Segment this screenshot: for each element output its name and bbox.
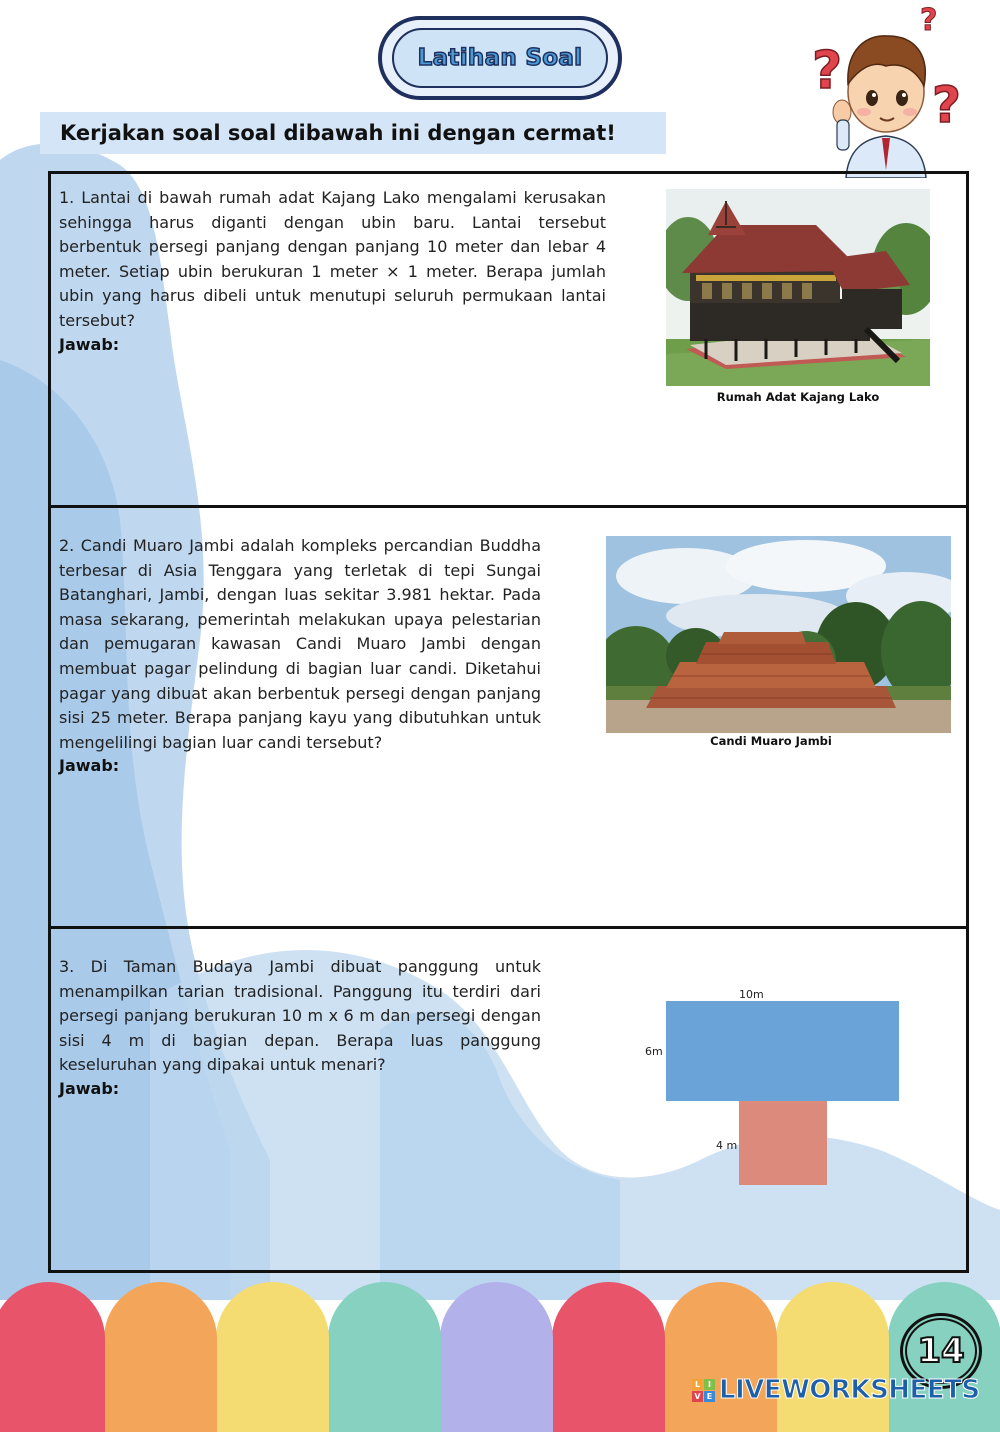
question-1-answer-label: Jawab: <box>59 334 120 354</box>
question-3-text: 3. Di Taman Budaya Jambi dibuat panggung untuk menampilkan tarian tradisional. Panggung itu terdiri dari persegi panjang berukuran 10 m x 6 m dan persegi dengan sisi 4 m di bagian depan. Berapa luas panggung keseluruhan yang dipakai untuk menari? <box>59 957 541 1075</box>
question-2 <box>59 534 541 775</box>
footer-arch <box>328 1282 441 1432</box>
boy-character-icon <box>806 0 976 178</box>
stage-rectangle <box>666 1001 899 1101</box>
candi-muaro-jambi-photo <box>606 536 951 733</box>
footer-arch <box>104 1282 217 1432</box>
question-3 <box>59 955 541 1098</box>
brand-letter-v: V <box>692 1391 703 1402</box>
liveworksheets-blocks-icon <box>692 1379 715 1402</box>
svg-text:?: ? <box>920 3 938 38</box>
instruction-text: Kerjakan soal soal dibawah ini dengan cermat! <box>60 121 616 145</box>
brand-name: LIVEWORKSHEETS <box>719 1375 980 1405</box>
question-2-answer-area[interactable] <box>59 785 541 920</box>
footer-arch <box>440 1282 553 1432</box>
square-side-label: 4 m <box>716 1139 738 1152</box>
footer-arch <box>552 1282 665 1432</box>
footer-arch <box>216 1282 329 1432</box>
question-1-text: 1. Lantai di bawah rumah adat Kajang Lako mengalami kerusakan sehingga harus diganti dengan ubin baru. Lantai tersebut berbentuk persegi panjang dengan panjang 10 meter dan lebar 4 meter. Setiap ubin berukuran 1 meter × 1 meter. Berapa jumlah ubin yang harus dibeli untuk menutupi seluruh permukaan lantai tersebut? <box>59 188 606 330</box>
rect-width-label: 10m <box>739 988 764 1001</box>
footer-arch <box>664 1282 777 1432</box>
instruction-banner <box>40 112 666 154</box>
title-badge <box>378 16 622 100</box>
brand-letter-l: L <box>692 1379 703 1390</box>
question-mark-icon: ? <box>812 41 843 101</box>
question-2-answer-label: Jawab: <box>59 756 120 776</box>
stage-square <box>739 1101 827 1185</box>
question-divider-1 <box>48 505 969 508</box>
rect-height-label: 6m <box>645 1045 663 1058</box>
question-2-text: 2. Candi Muaro Jambi adalah kompleks percandian Buddha terbesar di Asia Tenggara yang terletak di tepi Sungai Batanghari, Jambi, dengan luas sekitar 3.981 hektar. Pada masa sekarang, pemerintah melakukan upaya pelestarian dan pemugaran kawasan Candi Muaro Jambi dengan membuat pagar pelindung di bagian luar candi. Diketahui pagar yang dibuat akan berbentuk persegi dengan panjang sisi 25 meter. Berapa panjang kayu yang dibutuhkan untuk mengelilingi bagian luar candi tersebut? <box>59 536 541 752</box>
brand-letter-i: I <box>704 1379 715 1390</box>
liveworksheets-logo[interactable] <box>692 1372 980 1408</box>
question-divider-2 <box>48 926 969 929</box>
question-3-answer-area[interactable] <box>59 1108 541 1263</box>
question-1 <box>59 186 606 354</box>
question-3-answer-label: Jawab: <box>59 1078 120 1098</box>
footer-arch <box>0 1282 105 1432</box>
question-2-image-caption: Candi Muaro Jambi <box>710 734 832 748</box>
page-title: Latihan Soal <box>417 45 583 71</box>
rumah-adat-photo <box>666 189 930 386</box>
question-1-answer-area[interactable] <box>59 360 606 500</box>
page-number: 14 <box>917 1331 965 1371</box>
svg-text:?: ? <box>932 76 962 134</box>
footer-arch <box>776 1282 889 1432</box>
question-1-image-caption: Rumah Adat Kajang Lako <box>716 390 880 404</box>
brand-letter-e: E <box>704 1391 715 1402</box>
